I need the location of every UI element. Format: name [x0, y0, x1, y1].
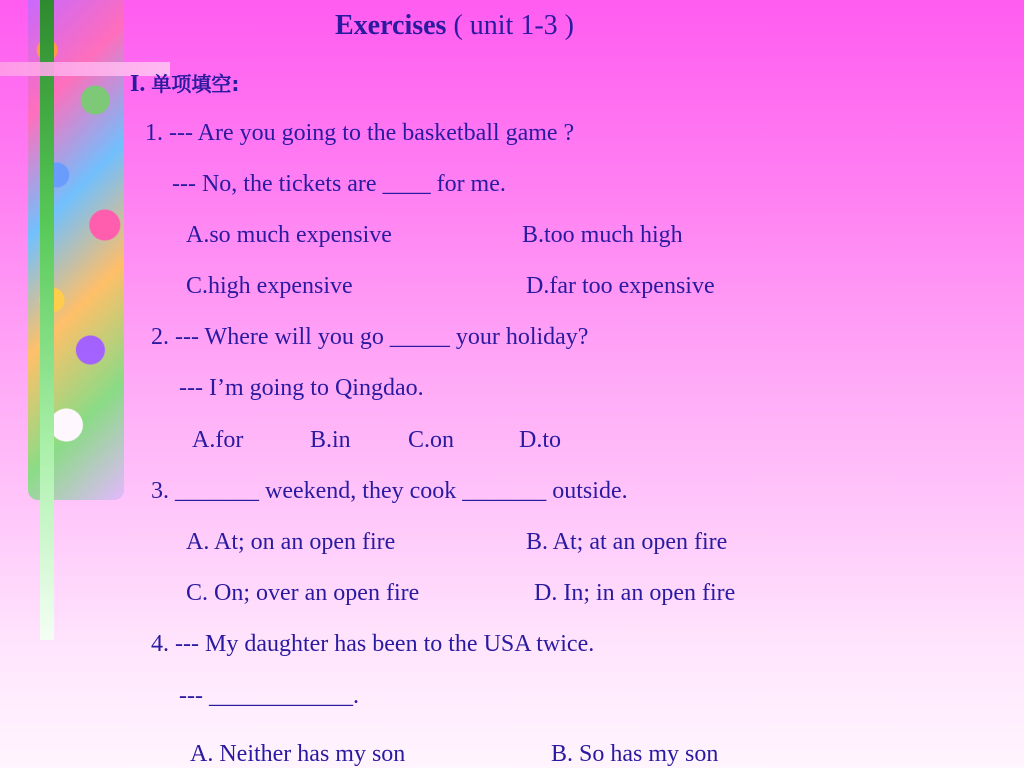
q4-option-b: B. So has my son — [551, 741, 719, 767]
decorative-green-bar — [40, 0, 54, 640]
q1-option-b: B.too much high — [522, 222, 683, 248]
q2-option-a: A.for — [192, 427, 244, 453]
q2-option-b: B.in — [310, 427, 351, 453]
q1-option-a: A.so much expensive — [186, 222, 392, 248]
question-3: 3. _______ weekend, they cook _______ outside. — [151, 478, 628, 504]
question-1: 1. --- Are you going to the basketball game ? — [145, 120, 575, 146]
q3-option-d: D. In; in an open fire — [534, 580, 736, 606]
answer-2: --- I’m going to Qingdao. — [179, 375, 424, 401]
title-main: Exercises — [335, 10, 447, 41]
q3-option-a: A. At; on an open fire — [186, 529, 396, 555]
section-label: I. — [130, 71, 146, 97]
answer-1: --- No, the tickets are ____ for me. — [172, 171, 506, 197]
question-4: 4. --- My daughter has been to the USA twice. — [151, 631, 595, 657]
section-text: 单项填空: — [151, 72, 240, 96]
question-2: 2. --- Where will you go _____ your holiday? — [151, 324, 589, 350]
q2-option-c: C.on — [408, 427, 455, 453]
title-sub: ( unit 1-3 ) — [453, 10, 574, 41]
q1-option-d: D.far too expensive — [526, 273, 715, 299]
q1-option-c: C.high expensive — [186, 273, 353, 299]
q3-option-b: B. At; at an open fire — [526, 529, 728, 555]
answer-4: --- ____________. — [179, 683, 359, 709]
q3-option-c: C. On; over an open fire — [186, 580, 420, 606]
section-heading — [130, 70, 239, 98]
page-title — [335, 10, 574, 42]
q4-option-a: A. Neither has my son — [190, 741, 406, 767]
q2-option-d: D.to — [519, 427, 561, 453]
